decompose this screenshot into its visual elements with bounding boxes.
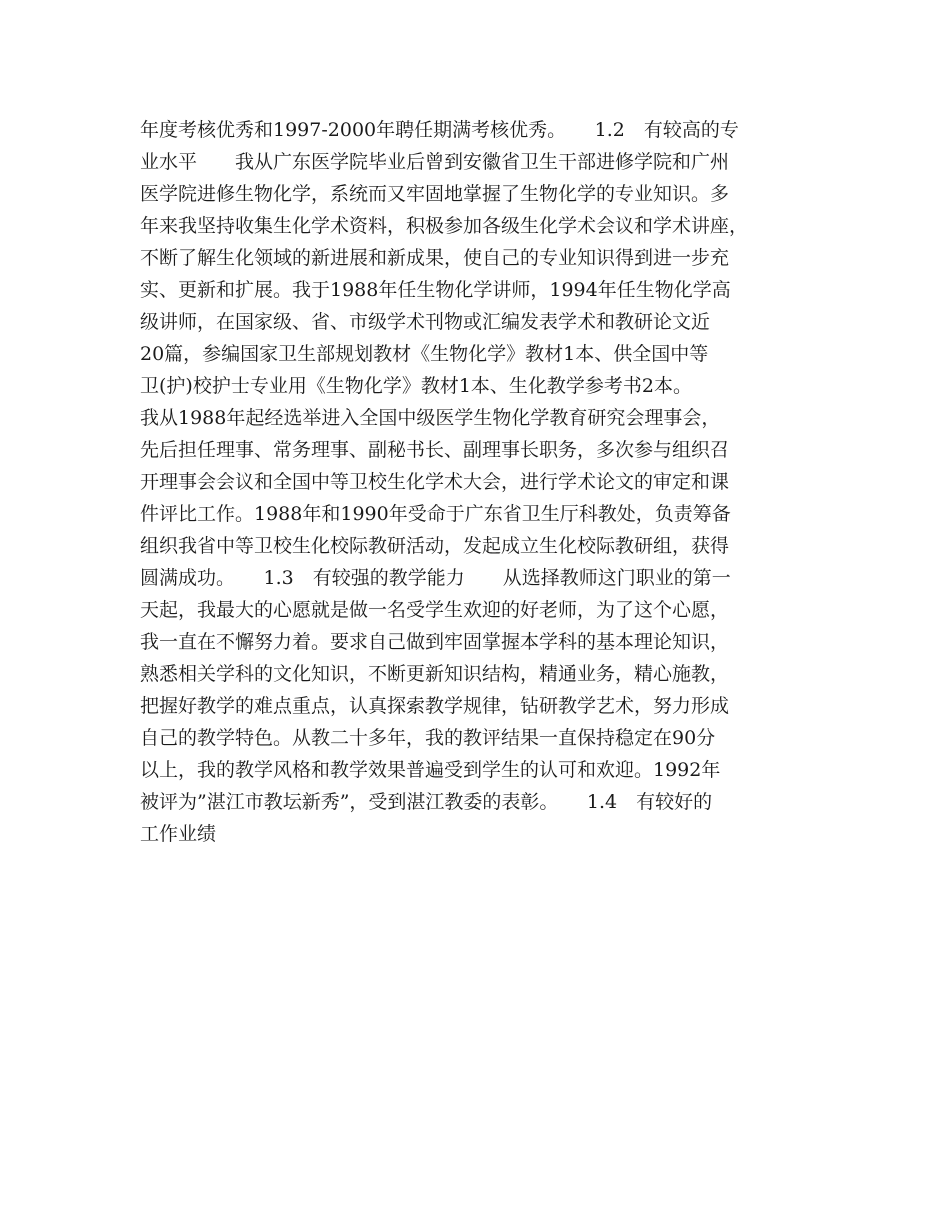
text-line: 把握好教学的难点重点，认真探索教学规律，钻研教学艺术，努力形成 [140,695,730,717]
text-line: 圆满成功。 1.3 有较强的教学能力 从选择教师这门职业的第一 [140,567,731,589]
text-line: 级讲师，在国家级、省、市级学术刊物或汇编发表学术和教研论文近 [140,311,711,333]
text-line: 不断了解生化领域的新进展和新成果，使自己的专业知识得到进一步充 [140,247,730,269]
text-line: 年来我坚持收集生化学术资料，积极参加各级生化学术会议和学术讲座， [140,215,749,237]
text-line: 先后担任理事、常务理事、副秘书长、副理事长职务，多次参与组织召 [140,439,730,461]
text-line: 我一直在不懈努力着。要求自己做到牢固掌握本学科的基本理论知识， [140,631,730,653]
text-line: 工作业绩 [140,823,217,845]
text-line: 天起，我最大的心愿就是做一名受学生欢迎的好老师，为了这个心愿， [140,599,730,621]
text-line: 20篇，参编国家卫生部规划教材《生物化学》教材1本、供全国中等 [140,343,709,365]
text-line: 被评为”湛江市教坛新秀”，受到湛江教委的表彰。 1.4 有较好的 [140,791,713,813]
text-line: 实、更新和扩展。我于1988年任生物化学讲师，1994年任生物化学高 [140,279,731,301]
text-line: 我从1988年起经选举进入全国中级医学生物化学教育研究会理事会， [140,407,721,429]
text-line: 以上，我的教学风格和教学效果普遍受到学生的认可和欢迎。1992年 [140,759,721,781]
text-line: 自己的教学特色。从教二十多年，我的教评结果一直保持稳定在90分 [140,727,716,749]
body-text [140,114,820,850]
text-line: 件评比工作。1988年和1990年受命于广东省卫生厅科教处，负责筹备 [140,503,731,525]
text-line: 年度考核优秀和1997-2000年聘任期满考核优秀。 1.2 有较高的专 [140,119,739,141]
text-line: 卫(护)校护士专业用《生物化学》教材1本、生化教学参考书2本。 [140,375,693,397]
text-line: 组织我省中等卫校生化校际教研活动，发起成立生化校际教研组，获得 [140,535,730,557]
text-line: 熟悉相关学科的文化知识，不断更新知识结构，精通业务，精心施教， [140,663,730,685]
text-line: 开理事会会议和全国中等卫校生化学术大会，进行学术论文的审定和课 [140,471,730,493]
text-line: 业水平 我从广东医学院毕业后曾到安徽省卫生干部进修学院和广州 [140,151,730,173]
text-line: 医学院进修生物化学，系统而又牢固地掌握了生物化学的专业知识。多 [140,183,730,205]
